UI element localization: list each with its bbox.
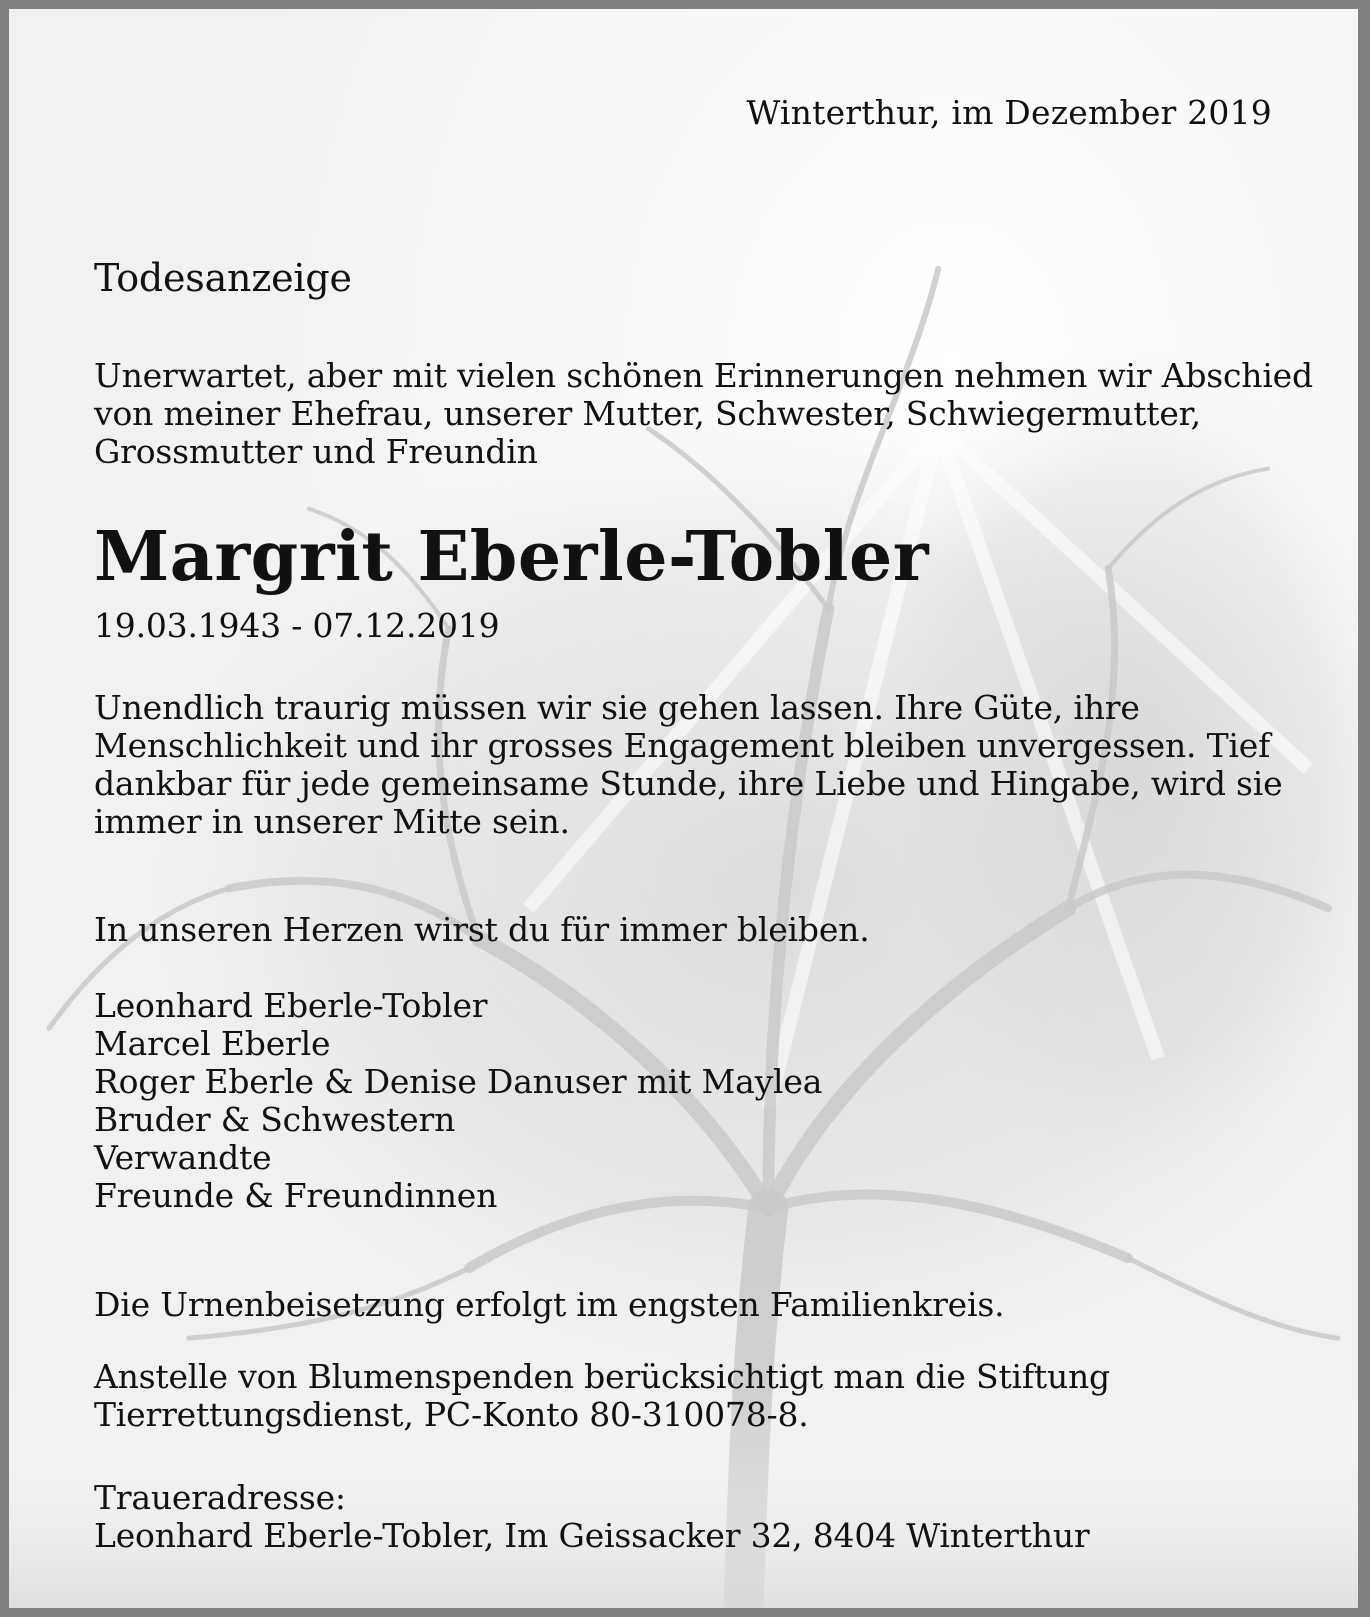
mourner-entry: Bruder & Schwestern [94,1100,456,1139]
mourner-entry: Verwandte [94,1138,272,1177]
motto: In unseren Herzen wirst du für immer bleiben. [94,910,870,949]
life-dates: 19.03.1943 - 07.12.2019 [94,606,500,645]
notice-label: Todesanzeige [94,256,352,300]
urn-note: Die Urnenbeisetzung erfolgt im engsten Familienkreis. [94,1285,1005,1324]
tribute-text [94,689,1334,841]
donation-line: Tierrettungsdienst, PC-Konto 80-310078-8. [94,1395,809,1434]
tribute-line: immer in unserer Mitte sein. [94,802,570,841]
tribute-line: Unendlich traurig müssen wir sie gehen lassen. Ihre Güte, ihre [94,688,1140,727]
donation-line: Anstelle von Blumenspenden berücksichtigt man die Stiftung [94,1357,1110,1396]
mourner-entry: Freunde & Freundinnen [94,1176,498,1215]
donation-note [94,1358,1334,1434]
intro-line: von meiner Ehefrau, unserer Mutter, Schwester, Schwiegermutter, [94,394,1201,433]
intro-line: Grossmutter und Freundin [94,432,538,471]
tribute-line: Menschlichkeit und ihr grosses Engagement bleiben unvergessen. Tief [94,726,1271,765]
intro-line: Unerwartet, aber mit vielen schönen Erinnerungen nehmen wir Abschied [94,356,1313,395]
tribute-line: dankbar für jede gemeinsame Stunde, ihre Liebe und Hingabe, wird sie [94,764,1283,803]
mourner-entry: Leonhard Eberle-Tobler [94,986,488,1025]
intro-text [94,357,1334,471]
notice-content [9,9,1358,1608]
place-and-date: Winterthur, im Dezember 2019 [746,93,1272,132]
address-title: Traueradresse: [94,1478,346,1517]
mourning-address: Leonhard Eberle-Tobler, Im Geissacker 32, 8404 Winterthur [94,1516,1090,1555]
deceased-name: Margrit Eberle-Tobler [94,517,930,597]
mourner-entry: Marcel Eberle [94,1024,331,1063]
mourner-entry: Roger Eberle & Denise Danuser mit Maylea [94,1062,823,1101]
mourners-list [94,987,1334,1215]
